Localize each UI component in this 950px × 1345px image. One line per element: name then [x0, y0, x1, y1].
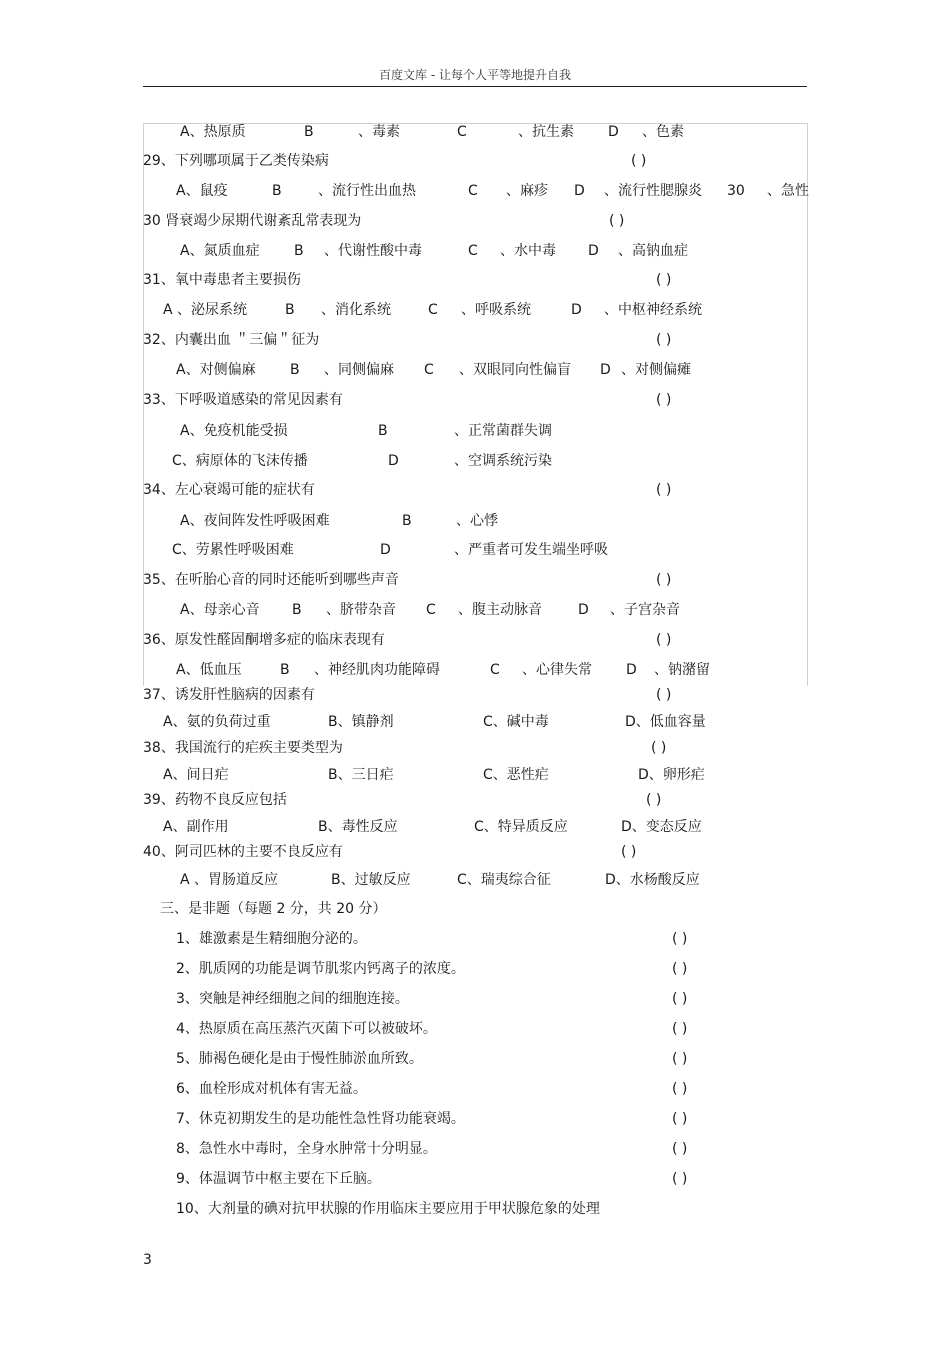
- line-segment: 、钠潴留: [654, 662, 710, 678]
- line-segment: C: [468, 243, 478, 259]
- line-segment: D: [588, 243, 599, 259]
- line-segment: C、特异质反应: [474, 819, 568, 835]
- line-text: 39、药物不良反应包括: [143, 792, 287, 808]
- line-segment: 、消化系统: [321, 302, 391, 318]
- line-segment: 、腹主动脉音: [458, 602, 542, 618]
- line-segment: D: [608, 124, 619, 140]
- line-text: 38、我国流行的疟疾主要类型为: [143, 740, 343, 756]
- line-text: 三、是非题（每题 2 分，共 20 分）: [160, 901, 387, 917]
- line-segment: 、子宫杂音: [610, 602, 680, 618]
- line-text: 35、在听胎心音的同时还能听到哪些声音: [143, 572, 399, 588]
- line-segment: D: [578, 602, 589, 618]
- line-text: C、劳累性呼吸困难: [172, 542, 294, 558]
- line-segment: C: [428, 302, 438, 318]
- line-segment: 、水中毒: [500, 243, 556, 259]
- line-segment: 、麻疹: [506, 183, 548, 199]
- line-segment: 、抗生素: [518, 124, 574, 140]
- line-segment: B: [294, 243, 304, 259]
- line-text: A、夜间阵发性呼吸困难: [180, 513, 330, 529]
- line-segment: B、三日疟: [328, 767, 394, 783]
- line-segment: D、低血容量: [625, 714, 706, 730]
- line-text: 1、雄激素是生精细胞分泌的。: [176, 931, 367, 947]
- line-segment: 、代谢性酸中毒: [324, 243, 422, 259]
- line-segment: ( ): [631, 153, 647, 169]
- line-segment: 、正常菌群失调: [454, 423, 552, 439]
- line-segment: ( ): [672, 1021, 688, 1037]
- line-text: 2、肌质网的功能是调节肌浆内钙离子的浓度。: [176, 961, 465, 977]
- line-text: C、病原体的飞沫传播: [172, 453, 308, 469]
- line-text: A 、胃肠道反应: [180, 872, 279, 888]
- line-segment: ( ): [656, 482, 672, 498]
- line-segment: ( ): [672, 1141, 688, 1157]
- line-segment: 、心律失常: [522, 662, 592, 678]
- line-segment: B: [304, 124, 314, 140]
- line-segment: B: [292, 602, 302, 618]
- line-segment: ( ): [656, 272, 672, 288]
- line-text: A、免疫机能受损: [180, 423, 288, 439]
- line-text: 40、阿司匹林的主要不良反应有: [143, 844, 343, 860]
- line-segment: 、空调系统污染: [454, 453, 552, 469]
- line-text: A、对侧偏麻: [176, 362, 256, 378]
- line-text: 9、体温调节中枢主要在下丘脑。: [176, 1171, 381, 1187]
- line-text: 37、诱发肝性脑病的因素有: [143, 687, 315, 703]
- line-segment: ( ): [672, 1081, 688, 1097]
- line-segment: D: [626, 662, 637, 678]
- line-text: 32、内囊出血 ＂三偏＂征为: [143, 332, 320, 348]
- line-text: 5、肺褐色硬化是由于慢性肺淤血所致。: [176, 1051, 423, 1067]
- line-segment: ( ): [651, 740, 667, 756]
- line-segment: 、色素: [642, 124, 684, 140]
- line-segment: B: [272, 183, 282, 199]
- line-text: A、氨的负荷过重: [163, 714, 271, 730]
- line-segment: 、毒素: [358, 124, 400, 140]
- line-segment: C: [457, 124, 467, 140]
- line-segment: ( ): [672, 1051, 688, 1067]
- line-segment: 、呼吸系统: [461, 302, 531, 318]
- line-segment: B: [290, 362, 300, 378]
- line-segment: C: [490, 662, 500, 678]
- line-text: 7、休克初期发生的是功能性急性肾功能衰竭。: [176, 1111, 465, 1127]
- line-text: 33、下呼吸道感染的常见因素有: [143, 392, 343, 408]
- line-segment: C: [468, 183, 478, 199]
- line-text: 8、急性水中毒时，全身水肿常十分明显。: [176, 1141, 437, 1157]
- line-segment: ( ): [656, 632, 672, 648]
- line-segment: D: [388, 453, 399, 469]
- line-text: A、低血压: [176, 662, 242, 678]
- page-number: 3: [143, 1252, 152, 1268]
- line-segment: ( ): [656, 687, 672, 703]
- header-rule: [143, 86, 807, 87]
- line-segment: C、恶性疟: [483, 767, 549, 783]
- line-text: 36、原发性醛固酮增多症的临床表现有: [143, 632, 385, 648]
- line-segment: ( ): [656, 332, 672, 348]
- line-segment: ( ): [621, 844, 637, 860]
- line-segment: 、流行性腮腺炎: [604, 183, 702, 199]
- line-segment: ( ): [656, 572, 672, 588]
- line-segment: C、碱中毒: [483, 714, 549, 730]
- line-segment: 、流行性出血热: [318, 183, 416, 199]
- line-text: 10、大剂量的碘对抗甲状腺的作用临床主要应用于甲状腺危象的处理: [176, 1201, 600, 1217]
- line-segment: D、变态反应: [621, 819, 702, 835]
- line-text: 34、左心衰竭可能的症状有: [143, 482, 315, 498]
- line-segment: ( ): [672, 961, 688, 977]
- line-segment: C、瑞夷综合征: [457, 872, 551, 888]
- line-text: 29、下列哪项属于乙类传染病: [143, 153, 329, 169]
- line-segment: 、严重者可发生端坐呼吸: [454, 542, 608, 558]
- line-segment: D: [571, 302, 582, 318]
- line-segment: B、毒性反应: [318, 819, 398, 835]
- line-text: A、热原质: [180, 124, 246, 140]
- line-segment: ( ): [672, 1111, 688, 1127]
- line-text: A、母亲心音: [180, 602, 260, 618]
- line-segment: ( ): [656, 392, 672, 408]
- line-segment: D: [380, 542, 391, 558]
- line-text: A、氮质血症: [180, 243, 260, 259]
- line-segment: ( ): [609, 213, 625, 229]
- line-text: A、间日疟: [163, 767, 229, 783]
- line-segment: D: [574, 183, 585, 199]
- line-text: 31、氧中毒患者主要损伤: [143, 272, 301, 288]
- line-segment: ( ): [672, 1171, 688, 1187]
- line-segment: 、脐带杂音: [326, 602, 396, 618]
- line-segment: C: [424, 362, 434, 378]
- line-text: A 、泌尿系统: [163, 302, 248, 318]
- line-segment: 、同侧偏麻: [324, 362, 394, 378]
- page-header: 百度文库 - 让每个人平等地提升自我: [379, 68, 571, 82]
- line-text: A、副作用: [163, 819, 229, 835]
- line-segment: ( ): [672, 931, 688, 947]
- line-segment: 、高钠血症: [618, 243, 688, 259]
- line-segment: 、心悸: [456, 513, 498, 529]
- line-segment: ( ): [672, 991, 688, 1007]
- line-segment: B: [280, 662, 290, 678]
- line-segment: 、中枢神经系统: [604, 302, 702, 318]
- line-segment: B: [378, 423, 388, 439]
- line-segment: B: [285, 302, 295, 318]
- line-segment: 、神经肌肉功能障碍: [314, 662, 440, 678]
- line-segment: B、镇静剂: [328, 714, 394, 730]
- line-segment: 、双眼同向性偏盲: [459, 362, 571, 378]
- line-segment: D、水杨酸反应: [605, 872, 700, 888]
- line-segment: 、急性: [767, 183, 809, 199]
- line-text: 4、热原质在高压蒸汽灭菌下可以被破坏。: [176, 1021, 437, 1037]
- line-text: 6、血栓形成对机体有害无益。: [176, 1081, 367, 1097]
- line-text: 30 肾衰竭少尿期代谢紊乱常表现为: [143, 213, 362, 229]
- line-text: A、鼠疫: [176, 183, 228, 199]
- line-segment: ( ): [646, 792, 662, 808]
- line-segment: 、对侧偏瘫: [621, 362, 691, 378]
- line-segment: 30: [727, 183, 745, 199]
- line-text: 3、突触是神经细胞之间的细胞连接。: [176, 991, 409, 1007]
- line-segment: D: [600, 362, 611, 378]
- line-segment: D、卵形疟: [638, 767, 705, 783]
- line-segment: C: [426, 602, 436, 618]
- line-segment: B: [402, 513, 412, 529]
- line-segment: B、过敏反应: [331, 872, 411, 888]
